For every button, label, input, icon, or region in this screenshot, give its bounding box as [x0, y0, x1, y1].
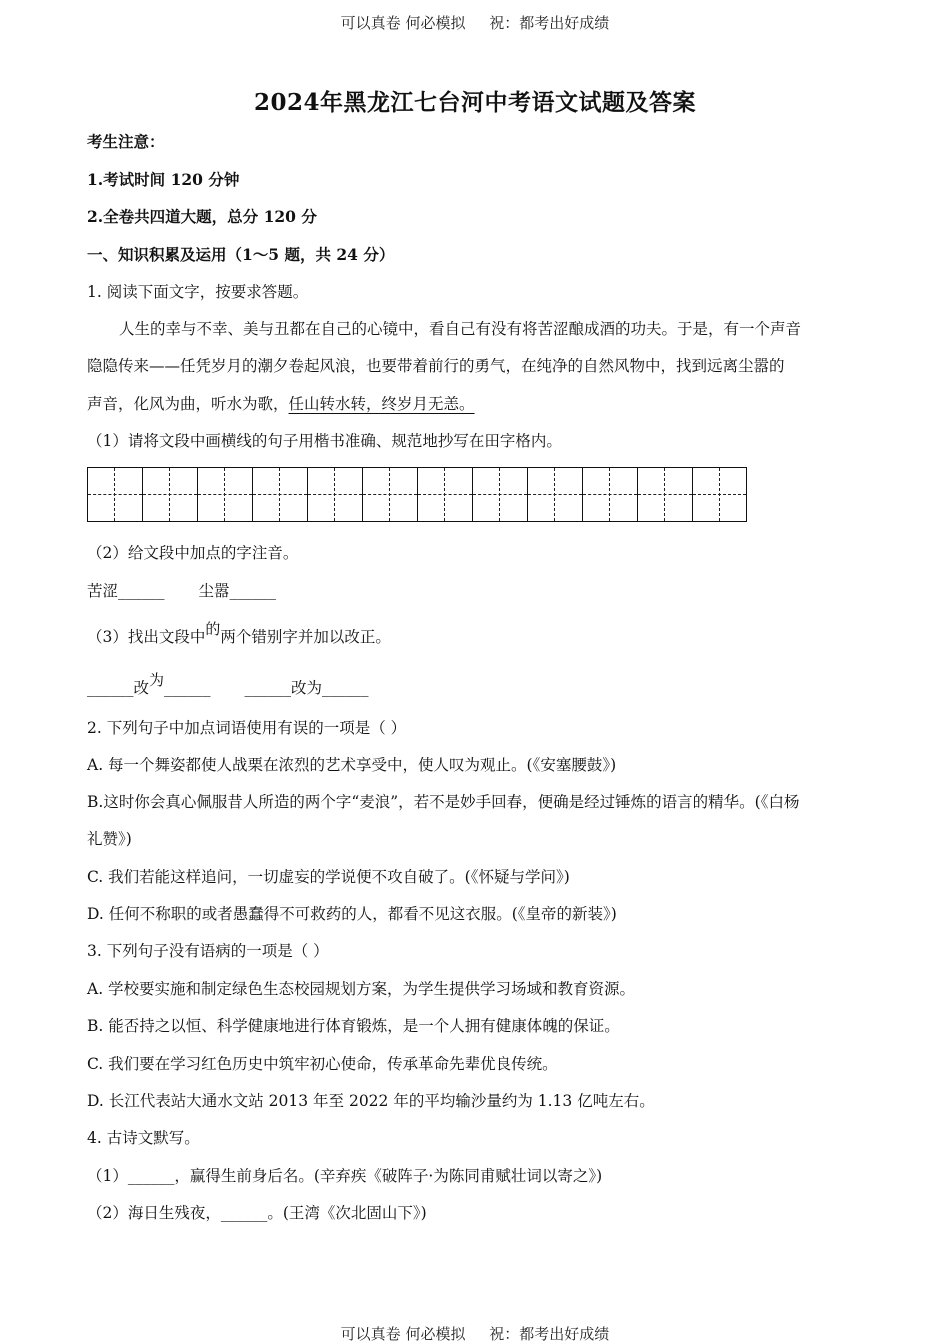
q3-option-c: C. 我们要在学习红色历史中筑牢初心使命，传承革命先辈优良传统。 — [87, 1055, 558, 1073]
header-slogan-right: 祝：都考出好成绩 — [489, 14, 610, 32]
pinyin-blank-chenxiao[interactable]: 尘嚣______ — [198, 582, 277, 600]
header-slogan-left: 可以真卷 何必模拟 — [340, 14, 466, 32]
q1-sub-1: （1）请将文段中画横线的句子用楷书准确、规范地抄写在田字格内。 — [87, 432, 562, 450]
tianzige-cell[interactable] — [87, 467, 142, 522]
pinyin-blank-kuse[interactable]: 苦涩______ — [87, 582, 165, 600]
tianzige-cell[interactable] — [252, 467, 307, 522]
q1-paragraph-line-2: 隐隐传来——任凭岁月的潮夕卷起风浪，也要带着前行的勇气，在纯净的自然风物中，找到远离尘嚣的 — [87, 357, 785, 375]
q1-sub-3-suffix: 两个错别字并加以改正。 — [220, 628, 391, 646]
tianzige-cell[interactable] — [307, 467, 362, 522]
notice-heading: 考生注意： — [87, 132, 165, 151]
q1-underlined-sentence: 任山转水转，终岁月无恙。 — [288, 395, 475, 413]
q3-stem: 3. 下列句子没有语病的一项是（ ） — [87, 942, 329, 960]
tianzige-grid[interactable] — [87, 467, 747, 522]
tianzige-cell[interactable] — [197, 467, 252, 522]
q1-paragraph-line-1: 人生的幸与不幸、美与丑都在自己的心镜中，看自己有没有将苦涩酿成酒的功夫。于是，有一个声音 — [119, 320, 802, 338]
q1-paragraph-line-3-prefix: 声音，化风为曲，听水为歌， — [87, 395, 289, 413]
q2-option-b-line-2: 礼赞》) — [87, 830, 132, 848]
correction-1-sup: 为 — [149, 671, 165, 689]
footer-slogan-left: 可以真卷 何必模拟 — [340, 1325, 466, 1343]
correction-2[interactable]: ______改为______ — [244, 679, 369, 697]
correction-1[interactable] — [87, 671, 211, 697]
q2-option-d: D. 任何不称职的或者愚蠢得不可救药的人，都看不见这衣服。(《皇帝的新装》) — [87, 905, 617, 923]
q4-sub-1: （1）______，赢得生前身后名。(辛弃疾《破阵子·为陈同甫赋壮词以寄之》) — [87, 1167, 603, 1185]
q4-stem: 4. 古诗文默写。 — [87, 1129, 200, 1147]
page-title: 2024年黑龙江七台河中考语文试题及答案 — [253, 89, 696, 116]
q2-option-a: A. 每一个舞姿都使人战栗在浓烈的艺术享受中，使人叹为观止。(《安塞腰鼓》) — [87, 756, 617, 774]
q1-pinyin-row — [87, 581, 867, 601]
q1-sub-2: （2）给文段中加点的字注音。 — [87, 544, 299, 562]
page-footer — [0, 1323, 950, 1344]
tianzige-cell[interactable] — [142, 467, 197, 522]
correction-1-b: ______ — [164, 679, 211, 697]
q1-sub-3 — [87, 620, 867, 647]
tianzige-cell[interactable] — [417, 467, 472, 522]
notice-item-2: 2.全卷共四道大题，总分 120 分 — [87, 207, 317, 226]
q1-correction-row — [87, 671, 867, 698]
section-1-heading: 一、知识积累及运用（1～5 题，共 24 分） — [87, 245, 395, 264]
q1-sub-3-sup: 的 — [205, 620, 221, 638]
footer-slogan-right: 祝：都考出好成绩 — [489, 1325, 610, 1343]
notice-item-1: 1.考试时间 120 分钟 — [87, 170, 240, 189]
q1-paragraph-line-3 — [87, 394, 867, 414]
q3-option-b: B. 能否持之以恒、科学健康地进行体育锻炼，是一个人拥有健康体魄的保证。 — [87, 1017, 620, 1035]
tianzige-cell[interactable] — [637, 467, 692, 522]
correction-1-a: ______改 — [87, 679, 150, 697]
page-header — [0, 12, 950, 33]
q2-stem: 2. 下列句子中加点词语使用有误的一项是（ ） — [87, 719, 407, 737]
tianzige-cell[interactable] — [472, 467, 527, 522]
q3-option-a: A. 学校要实施和制定绿色生态校园规划方案，为学生提供学习场域和教育资源。 — [87, 980, 636, 998]
tianzige-cell[interactable] — [582, 467, 637, 522]
q2-option-b-line-1: B.这时你会真心佩服昔人所造的两个字“麦浪”，若不是妙手回春，便确是经过锤炼的语言的精华。(《白杨 — [87, 793, 800, 811]
tianzige-cell[interactable] — [362, 467, 417, 522]
q1-sub-3-prefix: （3）找出文段中 — [87, 628, 206, 646]
q4-sub-2: （2）海日生残夜，______。(王湾《次北固山下》) — [87, 1204, 427, 1222]
q2-option-c: C. 我们若能这样追问，一切虚妄的学说便不攻自破了。(《怀疑与学问》) — [87, 868, 570, 886]
tianzige-cell[interactable] — [527, 467, 582, 522]
q1-stem: 1. 阅读下面文字，按要求答题。 — [87, 283, 309, 301]
q3-option-d: D. 长江代表站大通水文站 2013 年至 2022 年的平均输沙量约为 1.13 亿吨左右。 — [87, 1092, 655, 1110]
tianzige-cell[interactable] — [692, 467, 747, 522]
